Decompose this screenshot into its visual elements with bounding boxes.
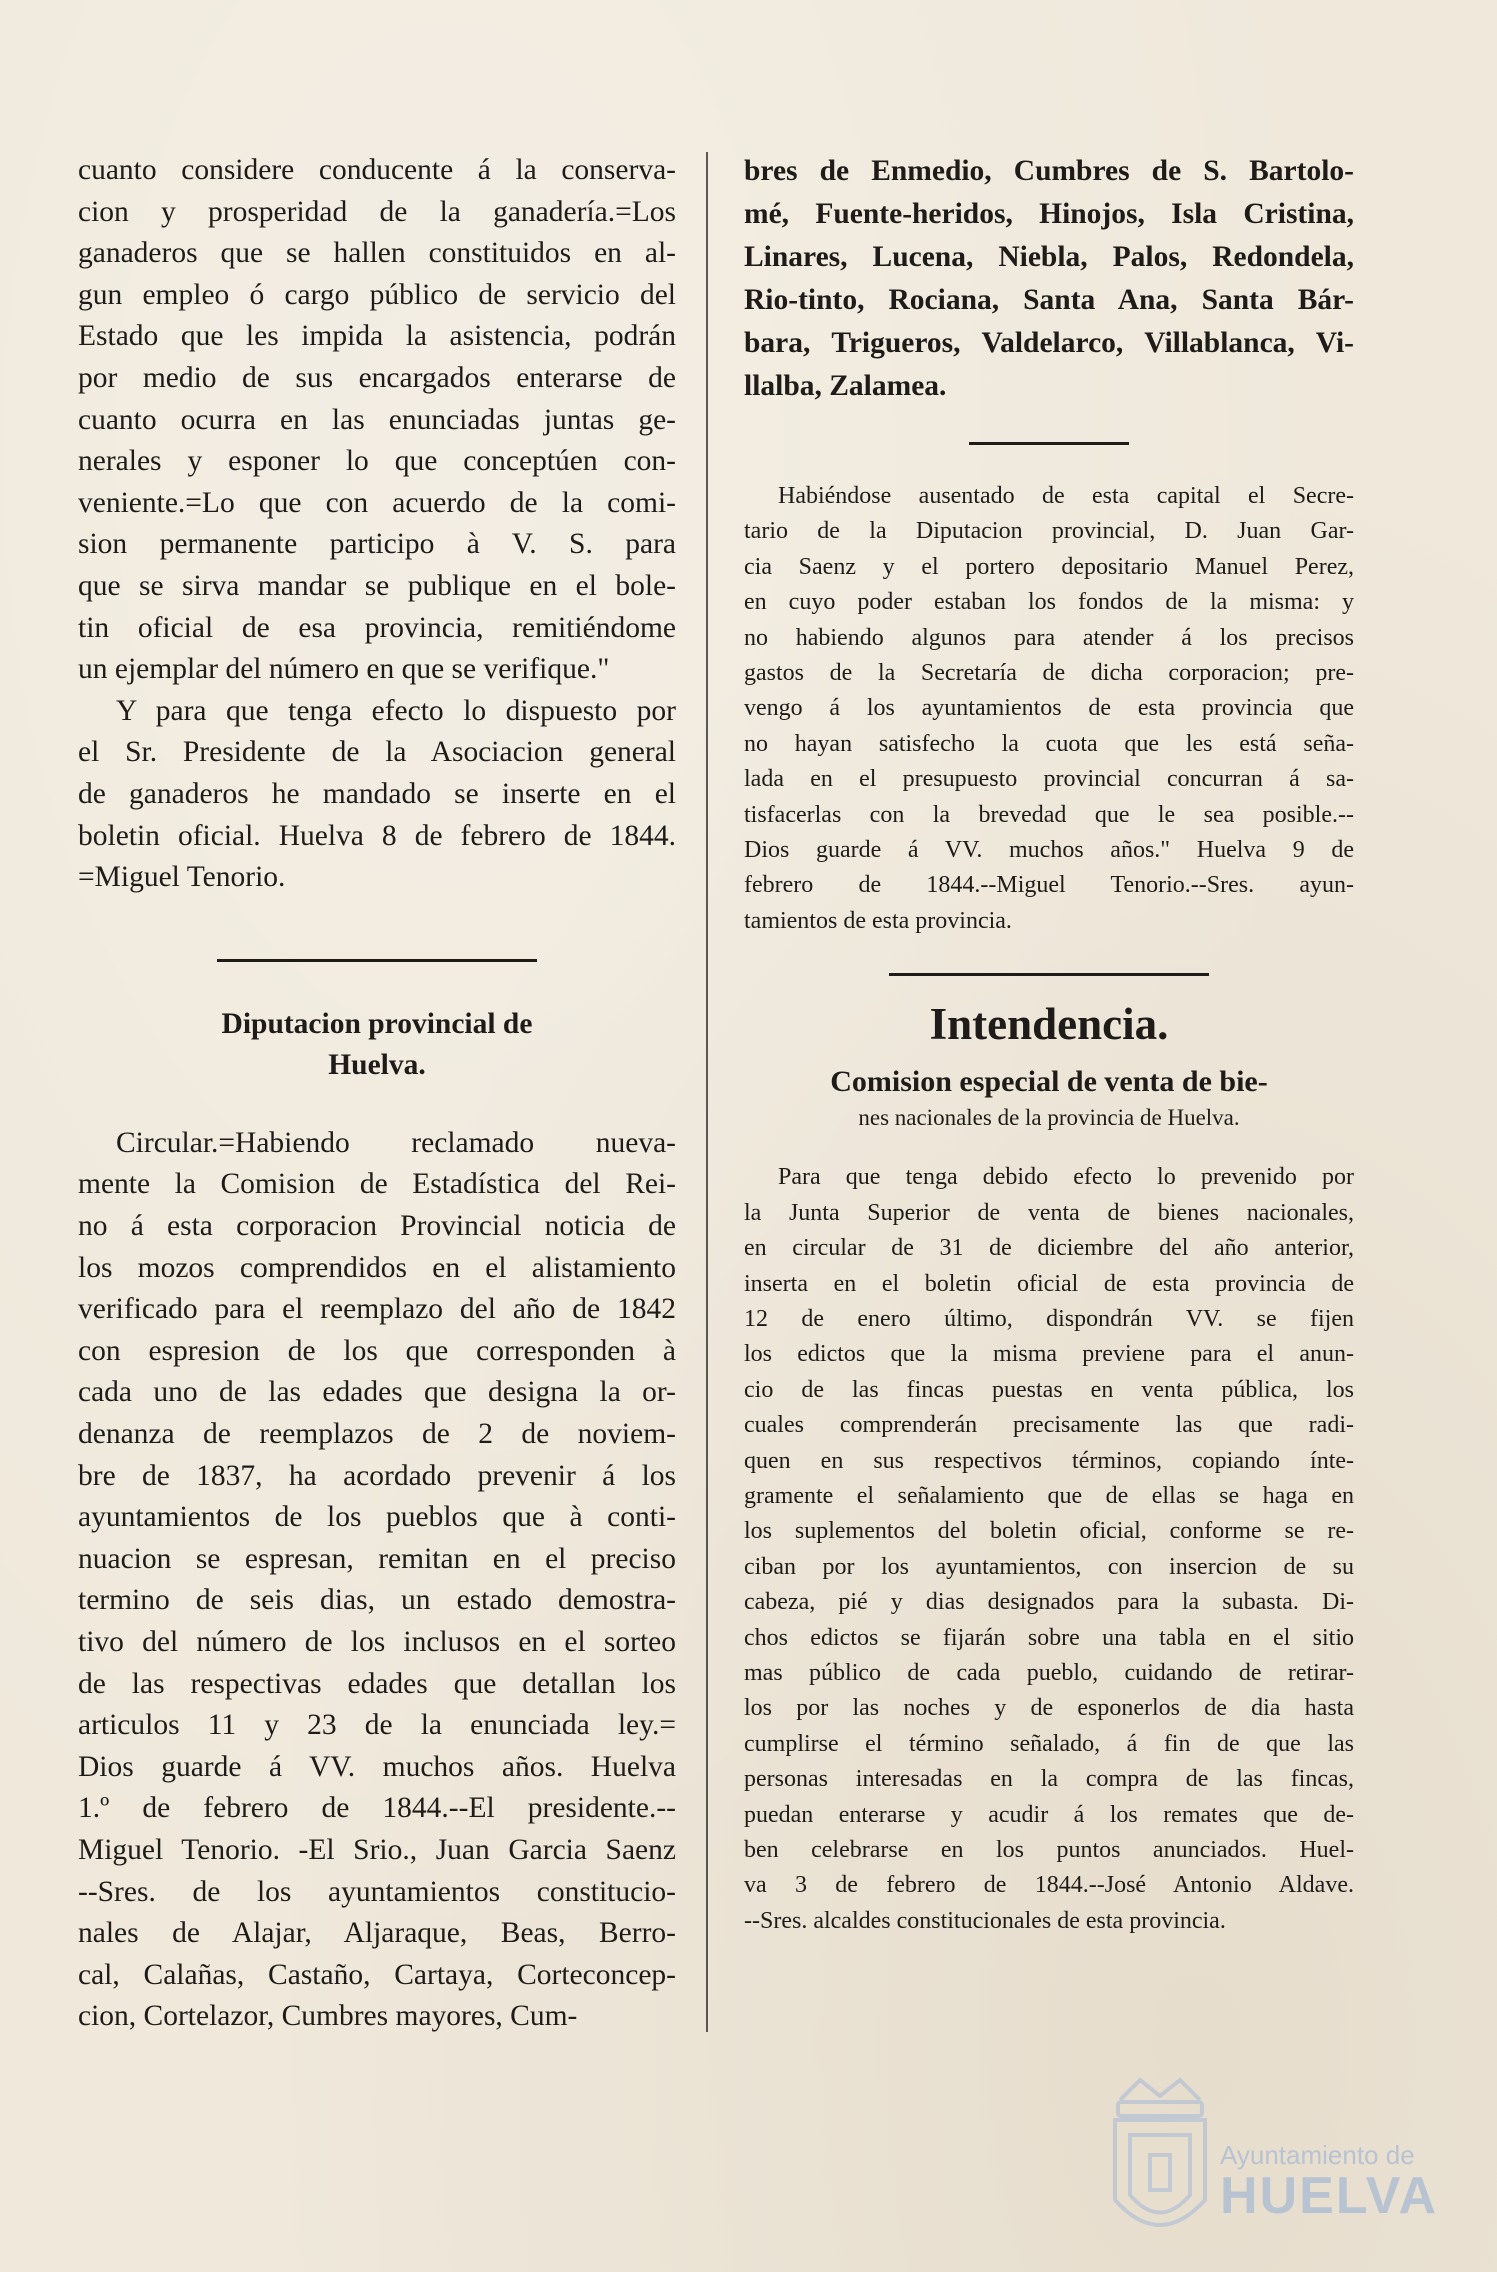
- text-line: veniente.=Lo que con acuerdo de la comi-: [78, 486, 676, 519]
- text-line: gramente el señalamiento que de ellas se haga en: [744, 1482, 1354, 1509]
- left-closing-paragraph: [78, 691, 676, 899]
- text-line: la Junta Superior de venta de bienes nacionales,: [744, 1199, 1354, 1226]
- text-line: gastos de la Secretaría de dicha corporacion; pre-: [744, 660, 1354, 687]
- text-line: que se sirva mandar se publique en el bole-: [78, 569, 676, 602]
- text-line: termino de seis dias, un estado demostra-: [78, 1584, 676, 1617]
- section-subtitle-huelva: Huelva.: [328, 1049, 426, 1082]
- text-line: cal, Calañas, Castaño, Cartaya, Corteconcep-: [78, 1958, 676, 1991]
- text-line: mente la Comision de Estadística del Rei-: [78, 1168, 676, 1201]
- text-line: Habiéndose ausentado de esta capital el Secre-: [778, 483, 1354, 509]
- text-line: articulos 11 y 23 de la enunciada ley.=: [78, 1709, 676, 1742]
- text-line: febrero de 1844.--Miguel Tenorio.--Sres. ayun-: [744, 872, 1354, 899]
- text-line: cuanto considere conducente á la conserva-: [78, 154, 676, 186]
- text-line: los suplementos del boletin oficial, conforme se re-: [744, 1518, 1354, 1545]
- text-line: Circular.=Habiendo reclamado nueva-: [116, 1126, 676, 1159]
- text-line: bres de Enmedio, Cumbres de S. Bartolo-: [744, 155, 1354, 187]
- text-line: nerales y esponer lo que conceptúen con-: [78, 445, 676, 478]
- text-line: mas público de cada pueblo, cuidando de retirar-: [744, 1659, 1354, 1686]
- text-line: ayuntamientos de los pueblos que à conti-: [78, 1501, 676, 1534]
- text-line: de las respectivas edades que detallan los: [78, 1667, 676, 1700]
- text-line: no hayan satisfecho la cuota que les está seña-: [744, 730, 1354, 757]
- text-line: Rio-tinto, Rociana, Santa Ana, Santa Bár-: [744, 284, 1354, 316]
- text-line: lada en el presupuesto provincial concurran á sa-: [744, 766, 1354, 793]
- text-line: el Sr. Presidente de la Asociacion general: [78, 736, 676, 769]
- text-line: Dios guarde á VV. muchos años." Huelva 9 de: [744, 837, 1354, 864]
- text-line: en cuyo poder estaban los fondos de la misma: y: [744, 589, 1354, 616]
- text-line: ciban por los ayuntamientos, con insercion de su: [744, 1553, 1354, 1580]
- text-line: gun empleo ó cargo público de servicio del: [78, 278, 676, 311]
- text-line: con espresion de los que corresponden à: [78, 1334, 676, 1367]
- section-title-diputacion: Diputacion provincial de: [221, 1007, 533, 1040]
- text-line: boletin oficial. Huelva 8 de febrero de 1844.: [78, 819, 676, 852]
- text-line: Miguel Tenorio. -El Srio., Juan Garcia Saenz: [78, 1833, 676, 1866]
- text-line: tivo del número de los inclusos en el sorteo: [78, 1626, 676, 1658]
- section-title-intendencia: Intendencia.: [929, 999, 1169, 1050]
- text-line: por medio de sus encargados enterarse de: [78, 361, 676, 394]
- text-line: cia Saenz y el portero depositario Manuel Perez,: [744, 553, 1354, 580]
- text-line: no habiendo algunos para atender á los precisos: [744, 624, 1354, 651]
- text-line: cumplirse el término señalado, á fin de que las: [744, 1730, 1354, 1757]
- subtitle-comision: Comision especial de venta de bie-: [830, 1065, 1268, 1099]
- text-line: los por las noches y de esponerlos de dia hasta: [744, 1695, 1354, 1722]
- watermark-line-1: Ayuntamiento de: [1220, 2140, 1415, 2170]
- left-continuation-paragraph: [78, 150, 676, 691]
- text-line: Estado que les impida la asistencia, podrán: [78, 320, 676, 353]
- text-line: cuales comprenderán precisamente las que radi-: [744, 1412, 1354, 1439]
- text-line: va 3 de febrero de 1844.--José Antonio Aldave.: [744, 1872, 1354, 1899]
- text-line: cion, Cortelazor, Cumbres mayores, Cum-: [78, 2000, 578, 2033]
- text-line: mé, Fuente-heridos, Hinojos, Isla Cristina,: [744, 198, 1354, 230]
- text-line: personas interesadas en la compra de las fincas,: [744, 1766, 1354, 1793]
- text-line: Y para que tenga efecto lo dispuesto por: [116, 694, 676, 727]
- text-line: tamientos de esta provincia.: [744, 907, 1012, 934]
- text-line: nales de Alajar, Aljaraque, Beas, Berro-: [78, 1917, 676, 1950]
- text-line: inserta en el boletin oficial de esta provincia de: [744, 1270, 1354, 1297]
- left-column: [78, 150, 676, 2038]
- text-line: --Sres. de los ayuntamientos constitucio-: [78, 1875, 676, 1908]
- text-line: =Miguel Tenorio.: [78, 861, 286, 894]
- text-line: nuacion se espresan, remitan en el preciso: [78, 1542, 676, 1575]
- text-line: los mozos comprendidos en el alistamiento: [78, 1251, 676, 1284]
- right-continuation-paragraph: [744, 150, 1354, 408]
- text-line: verificado para el reemplazo del año de 1842: [78, 1293, 676, 1326]
- text-line: ganaderos que se hallen constituidos en al-: [78, 237, 676, 270]
- text-line: sion permanente participo à V. S. para: [78, 528, 676, 561]
- notice-paragraph: [744, 479, 1354, 939]
- text-line: Linares, Lucena, Niebla, Palos, Redondela,: [744, 241, 1354, 273]
- text-line: llalba, Zalamea.: [744, 370, 947, 402]
- text-line: vengo á los ayuntamientos de esta provincia que: [744, 695, 1354, 722]
- text-line: en circular de 31 de diciembre del año anterior,: [744, 1235, 1354, 1262]
- text-line: cada uno de las edades que designa la or-: [78, 1376, 676, 1409]
- text-line: puedan enterarse y acudir á los remates que de-: [744, 1801, 1354, 1828]
- text-line: cio de las fincas puestas en venta pública, los: [744, 1376, 1354, 1403]
- text-line: 1.º de febrero de 1844.--El presidente.--: [78, 1792, 676, 1825]
- text-line: tin oficial de esa provincia, remitiéndome: [78, 611, 676, 644]
- circular-paragraph: [78, 1123, 676, 2038]
- subtitle-provincia: nes nacionales de la provincia de Huelva.: [858, 1105, 1240, 1131]
- text-line: tisfacerlas con la brevedad que le sea posible.--: [744, 801, 1354, 828]
- text-line: 12 de enero último, dispondrán VV. se fijen: [744, 1305, 1354, 1332]
- text-line: Para que tenga debido efecto lo prevenido por: [778, 1164, 1354, 1191]
- text-line: cabeza, pié y dias designados para la subasta. Di-: [744, 1589, 1354, 1616]
- watermark-line-2: HUELVA: [1220, 2167, 1439, 2225]
- text-line: Dios guarde á VV. muchos años. Huelva: [78, 1750, 676, 1783]
- text-line: de ganaderos he mandado se inserte en el: [78, 777, 676, 810]
- text-line: cuanto ocurra en las enunciadas juntas ge-: [78, 403, 676, 436]
- text-line: no á esta corporacion Provincial noticia de: [78, 1210, 676, 1243]
- text-line: los edictos que la misma previene para el anun-: [744, 1341, 1354, 1368]
- text-line: quen en sus respectivos términos, copiando ínte-: [744, 1447, 1354, 1474]
- text-line: chos edictos se fijarán sobre una tabla en el sitio: [744, 1624, 1354, 1651]
- column-divider: [706, 152, 708, 2032]
- text-line: --Sres. alcaldes constitucionales de esta provincia.: [744, 1907, 1226, 1934]
- text-line: bre de 1837, ha acordado prevenir á los: [78, 1459, 676, 1492]
- text-line: cion y prosperidad de la ganadería.=Los: [78, 195, 676, 228]
- intendencia-paragraph: [744, 1160, 1354, 1939]
- right-column: [744, 150, 1354, 1939]
- text-line: denanza de reemplazos de 2 de noviem-: [78, 1418, 676, 1451]
- text-line: un ejemplar del número en que se verifique.": [78, 653, 610, 686]
- text-line: ben celebrarse en los puntos anunciados. Huel-: [744, 1837, 1354, 1863]
- text-line: tario de la Diputacion provincial, D. Juan Gar-: [744, 518, 1354, 545]
- text-line: bara, Trigueros, Valdelarco, Villablanca, Vi-: [744, 327, 1354, 359]
